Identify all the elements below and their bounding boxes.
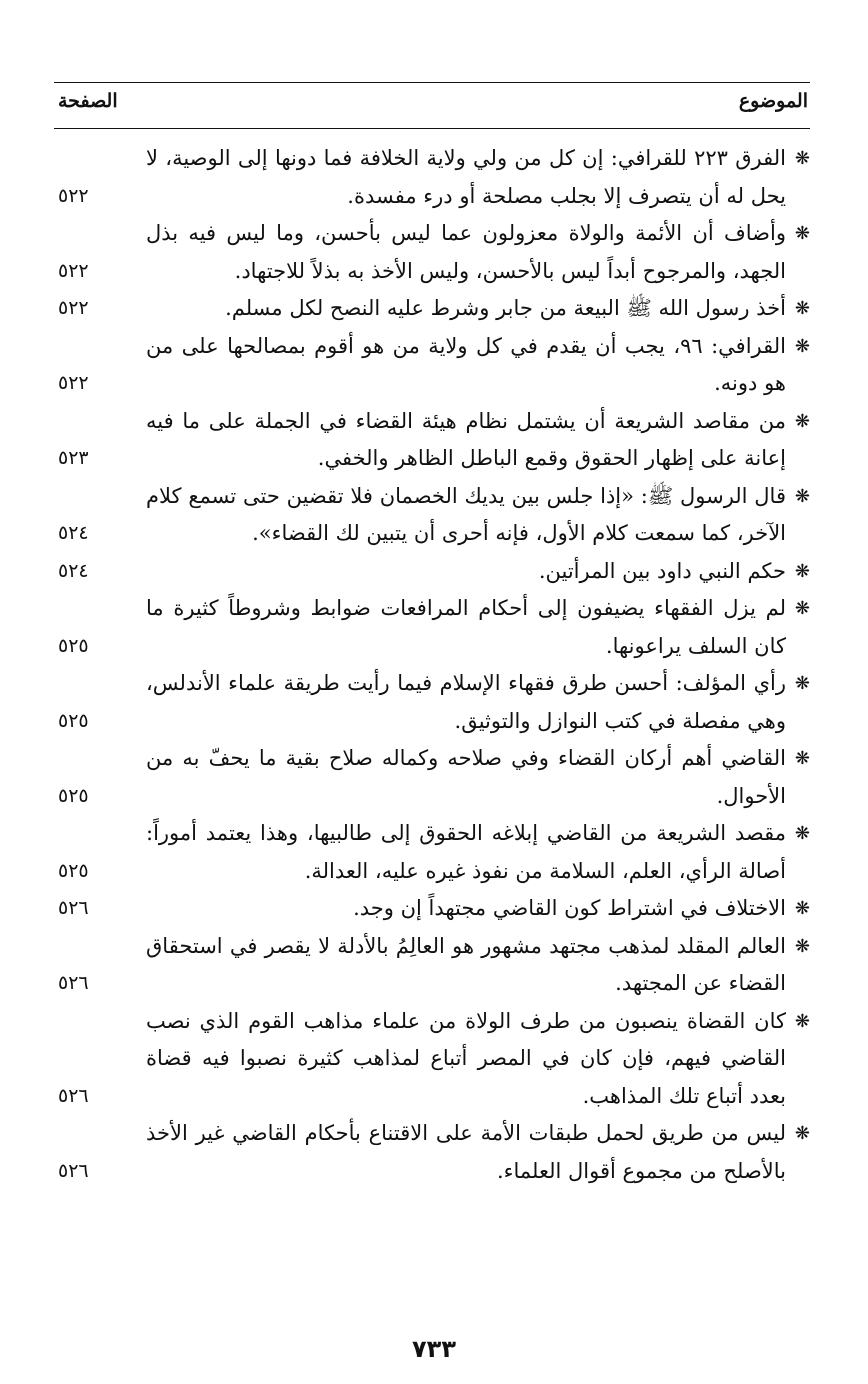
entry-text: من مقاصد الشريعة أن يشتمل نظام هيئة القضاء في الجملة على ما فيه إعانة على إظهار الحقوق وقمع الباطل الظاهر والخفي. xyxy=(146,408,786,470)
bullet-icon: ❋ xyxy=(794,148,810,169)
index-entry xyxy=(54,890,810,928)
entry-page-number: ٥٢٥ xyxy=(58,859,89,882)
entry-page-number: ٥٢٦ xyxy=(58,972,89,994)
entry-text: قال الرسول ﷺ: «إذا جلس بين يديك الخصمان فلا تقضين حتى تسمع كلام الآخر، كما سمعت كلام الأول، فإنه أحرى أن يتبين لك القضاء». xyxy=(146,483,786,545)
index-entry xyxy=(54,665,810,740)
entry-page-number: ٥٢٥ xyxy=(58,784,89,807)
page-number: ٧٣٣ xyxy=(412,1335,456,1363)
entry-page-number: ٥٢٥ xyxy=(58,709,89,732)
entry-page-number: ٥٢٦ xyxy=(58,1084,89,1107)
bullet-icon: ❋ xyxy=(794,598,810,619)
entry-text: العالم المقلد لمذهب مجتهد مشهور هو العالِمُ بالأدلة لا يقصر في استحقاق القضاء عن المجتهد. xyxy=(146,933,786,995)
entry-text: القاضي أهم أركان القضاء وفي صلاحه وكماله صلاح بقية ما يحفّ به من الأحوال. xyxy=(146,746,786,808)
bullet-icon: ❋ xyxy=(794,335,810,357)
entry-page-number: ٥٢٢ xyxy=(58,297,89,319)
entry-page-number: ٥٢٦ xyxy=(58,1159,89,1182)
entry-page-number: ٥٢٦ xyxy=(58,897,89,919)
entry-page-number: ٥٢٤ xyxy=(58,559,89,582)
entry-text: الفرق ٢٢٣ للقرافي: إن كل من ولي ولاية الخلافة فما دونها إلى الوصية، لا يحل له أن يتصرف إلا بجلب مصلحة أو درء مفسدة. xyxy=(146,146,786,208)
entry-text: كان القضاة ينصبون من طرف الولاة من علماء مذاهب القوم الذي نصب القاضي فيهم، فإن كان في المصر أتباع لمذاهب كثيرة نصبوا فيه قضاة بعدد أتباع تلك المذاهب. xyxy=(146,1008,786,1108)
bullet-icon: ❋ xyxy=(794,298,810,319)
entry-text: رأي المؤلف: أحسن طرق فقهاء الإسلام فيما رأيت طريقة علماء الأندلس، وهي مفصلة في كتب النوازل والتوثيق. xyxy=(146,671,786,733)
index-entry xyxy=(54,590,810,665)
entry-text: ليس من طريق لحمل طبقات الأمة على الاقتناع بأحكام القاضي غير الأخذ بالأصلح من مجموع أقوال العلماء. xyxy=(146,1121,786,1183)
index-entry xyxy=(54,403,810,478)
bullet-icon: ❋ xyxy=(794,823,810,844)
bullet-icon: ❋ xyxy=(794,935,810,957)
entry-text: أخذ رسول الله ﷺ البيعة من جابر وشرط عليه النصح لكل مسلم. xyxy=(225,296,786,320)
index-entry xyxy=(54,215,810,290)
bullet-icon: ❋ xyxy=(794,410,810,432)
top-rule xyxy=(54,82,810,83)
index-entry xyxy=(54,140,810,215)
entry-page-number: ٥٢٣ xyxy=(58,447,89,469)
index-entry xyxy=(54,328,810,403)
entry-text: الاختلاف في اشتراط كون القاضي مجتهداً إن وجد. xyxy=(353,896,786,920)
entry-page-number: ٥٢٢ xyxy=(58,259,89,282)
index-entry xyxy=(54,290,810,328)
entry-text: القرافي: ٩٦، يجب أن يقدم في كل ولاية من هو أقوم بمصالحها على من هو دونه. xyxy=(146,333,786,395)
entry-page-number: ٥٢٤ xyxy=(58,522,89,544)
entry-page-number: ٥٢٢ xyxy=(58,372,89,394)
index-entry xyxy=(54,1003,810,1116)
index-entry xyxy=(54,553,810,591)
bullet-icon: ❋ xyxy=(794,1123,810,1144)
index-entries xyxy=(54,140,810,1190)
index-entry xyxy=(54,928,810,1003)
entry-text: مقصد الشريعة من القاضي إبلاغه الحقوق إلى طالبيها، وهذا يعتمد أموراً: أصالة الرأي، العلم، السلامة من نفوذ غيره عليه، العدالة. xyxy=(146,821,786,883)
topic-column-header: الموضوع xyxy=(738,90,808,112)
bullet-icon: ❋ xyxy=(794,673,810,694)
bullet-icon: ❋ xyxy=(794,748,810,769)
header-rule xyxy=(54,128,810,129)
bullet-icon: ❋ xyxy=(794,223,810,244)
bullet-icon: ❋ xyxy=(794,898,810,919)
entry-text: لم يزل الفقهاء يضيفون إلى أحكام المرافعات ضوابط وشروطاً كثيرة ما كان السلف يراعونها. xyxy=(146,596,786,658)
entry-text: وأضاف أن الأئمة والولاة معزولون عما ليس بأحسن، وما ليس فيه بذل الجهد، والمرجوح أبداً ليس بالأحسن، وليس الأخذ به بذلاً للاجتهاد. xyxy=(146,221,786,283)
index-entry xyxy=(54,815,810,890)
page-column-header: الصفحة xyxy=(58,90,118,112)
bullet-icon: ❋ xyxy=(794,485,810,507)
index-entry xyxy=(54,1115,810,1190)
index-entry xyxy=(54,478,810,553)
index-entry xyxy=(54,740,810,815)
entry-text: حكم النبي داود بين المرأتين. xyxy=(538,558,786,583)
bullet-icon: ❋ xyxy=(794,1010,810,1032)
entry-page-number: ٥٢٥ xyxy=(58,634,89,657)
entry-page-number: ٥٢٢ xyxy=(58,184,89,207)
bullet-icon: ❋ xyxy=(794,560,810,582)
